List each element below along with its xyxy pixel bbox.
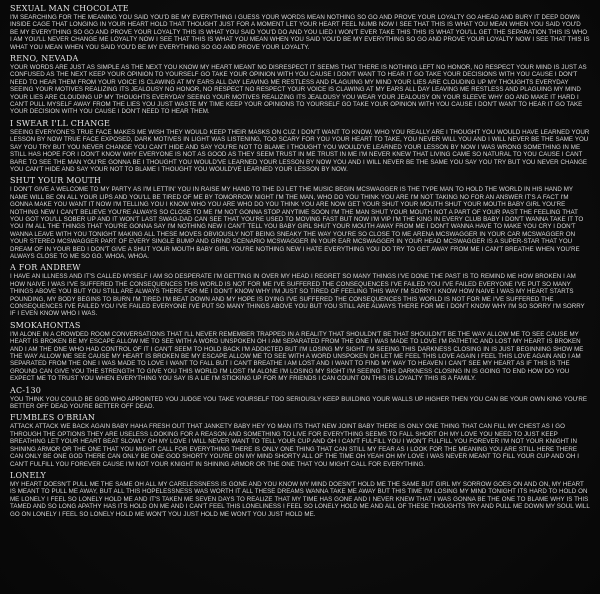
song-section bbox=[10, 386, 590, 411]
song-section bbox=[10, 176, 590, 260]
song-lyrics: ATTACK ATTACK WE BACK AGAIN BABY HAHA FRESH OUT THAT JANKETY BABY HEY YO MAN ITS THAT NEW JOINT BABY THERE IS ONLY ONE THING THAT CAN FILL MY CHEST AS I GO THROUGH THE OPTIONS THEY ARE USELESS LOOKING FOR A REASON AND SOMETHING TO LIVE FOR EVERYTHING SEEMS TO FALL SHORT OH MY LOVE YOU NEED TO JUST KEEP BREATHING LET YOUR HEART BEAT SLOWLY OH MY LOVE I WILL NEVER WANT TO TELL YOUR CUP AND OH I CAN'T FULFILL YOU I WON'T FULFILL YOU FOREVER I'M NOT YOUR KNIGHT IN SHINING ARMOR OR THE ONE THAT YOU MIGHT CALL FOR EVERYTHING THERE IS ONLY ONE THING THAT CAN STILL MY FEAR AS I LOOK FOR THE MEANING YOU ARE STILL HERE THERE CAN ONLY BE ONE GOD THERE CAN ONLY BE ONE GOD SHORTY YOU'RE ON MY MIND SHORTY ALL OF THE TIME OH YEAH OH MY LOVE I WAS NEVER MEANT TO FILL YOUR CUP AND OH I CAN'T FULFILL YOU FOREVER CAUSE I'M NOT YOUR KNIGHT IN SHINING ARMOR OR THE ONE THAT YOU MIGHT CALL FOR EVERYTHING. bbox=[10, 423, 579, 468]
song-lyrics: SEEING EVERYONE'S TRUE FACE MAKES ME WISH THEY WOULD KEEP THEIR MASKS ON CUZ I DON'T WANT TO KNOW, WHO YOU REALLY ARE I THOUGHT YOU WOULD HAVE LEARNED YOUR LESSON BY NOW TRUE FACE EXPOSED, DARK MOTIVES IN LIGHT WAS LISTENING, TOO SCARY FOR YOU YOUR HEART TO TAKE, YOU NEVER WILL YOU AND I WILL NEVER BE THE SAME YOU SAY YOU TRY BUT YOU NEVER CHANGE YOU CAN'T HIDE AND SAY YOU'RE NOT TO BLAME I THOUGHT YOU WOULD'VE LEARNED YOUR LESSON BY NOW I WAS WRONG SOMETHING IN ME STILL HAS HOPE FOR I DON'T KNOW WHY EVERYONE IS NOT AS GOOD AS THEY SEEM TRUST IN ME TRUST IN ME I'M NEVER KNEW THAT LIVING CAME SO NATURAL TO YOU CAUSE I CANT BARE TO SEE THE MAN YOU'RE GONNA BE I THOUGHT YOU WOULD'VE LEARNED YOUR LESSON BY NOW YOU AND I WILL NEVER BE THE SAME YOU SAY YOU TRY BUT YOU NEVER CHANGE YOU CAN'T HIDE AND SAY YOUR NOT TO BLAME I THOUGHT YOU WOULD'VE LEARNED YOUR LESSON BY NOW. bbox=[10, 128, 590, 173]
song-title: FUMBLES O'BRIAN bbox=[10, 413, 96, 423]
song-section bbox=[10, 471, 590, 518]
song-section bbox=[10, 119, 590, 173]
song-title: SMOKAHONTAS bbox=[10, 320, 81, 330]
song-lyrics: I HAVE AN ILLNESS AND IT'S CALLED MYSELF I AM SO DESPERATE I'M GETTING IN OVER MY HEAD I REGRET SO MANY THINGS I'VE DONE THE PAST IS TO REMIND ME HOW BROKEN I AM HOW NAIVE I WAS I'VE SUFFERED THE CONSEQUENCES THIS WORLD IS NOT FOR ME I'VE SUFFERED THE CONSEQUENCES I'VE FAILED YOU I'VE FAILED EVERYONE I'VE PUT SO MANY THINGS ABOVE YOU BUT YOU STILL ARE ALWAYS THERE FOR ME I DON'T KNOW WHY I'M JUST SO TIRED OF FEELING THIS WAY I'M SORRY I KNOW HOW NAIVE I WAS MY HEART STARTS POUNDING, MY BODY BEGINS TO BURN I'M TIRED I'M BEAT DOWN AND MY HOPE IS DYING I'VE SUFFERED THE CONSEQUENCES THIS WORLD IS NOT FOR ME I'VE SUFFERED THE CONSEQUENCES I'VE FAILED YOU I'VE FAILED EVERYONE I'VE PUT SO MANY THINGS ABOVE YOU BUT YOU STILL ARE ALWAYS THERE FOR ME I DON'T KNOW WHY I'M SO SORRY I'M SORRY IF I EVEN KNOW WHO I WAS. bbox=[10, 273, 585, 318]
song-section bbox=[10, 413, 590, 467]
song-section bbox=[10, 4, 590, 51]
song-section bbox=[10, 54, 590, 116]
song-title: AC-130 bbox=[10, 385, 42, 395]
song-lyrics: I'M ALONE IN A CROWDED ROOM CONVERSATIONS THAT I'LL NEVER REMEMBER TRAPPED IN A REALITY THAT SHOULDN'T BE THAT SHOULDN'T BE THE WAY ALLOW ME TO SEE CAUSE MY HEART IS BROKEN BE MY ESCAPE ALLOW ME TO SEE WITH A WORD UNSPOKEN OH I AM SEPARATED FROM THE ONE I WAS MADE TO LOVE I'M PATHETIC AND LOST MY HEART IS BROKEN AND I AM THE ONE WHO HAD CONTROL OF IT I CAN'T SEEM TO HOLD BACK I'M ADDICTED BUT I'M LOSING MY SIGHT I'M SEEING THIS DARKNESS CLOSING IN IS JUST BEGINNING SHOW ME THE WAY ALLOW ME SEE CAUSE MY HEART IS BROKEN BE MY ESCAPE ALLOW ME TO SEE WITH A WORD UNSPOKEN OH LET ME FEEL THIS LOVE AGAIN I FEEL THIS LOVE AGAIN AND I AM SEPARATED FROM THE ONE I WAS MADE TO LOVE I WANT TO FALL BUT I CAN'T BREATHE I AM LOST AND I WANT TO FIND MY WAY TO HEAVEN I CAN'T SEE MY HEART AS IF THIS IS THE GROUND CAN GIVE YOU THE STRENGTH TO GIVE YOU THIS WORLD I'M LOST I'M ALONE I'M LOSING MY SIGHT I'M SEEING THIS DARKNESS CLOSING IN IS GOING TO END HOW DO YOU EXPECT ME TO TRUST YOU WHEN EVERYTHING YOU SAY IS A LIE I'M STICKING UP FOR MY FRIENDS I CAN COUNT ON THIS IS LOYALTY THIS IS A FAMILY. bbox=[10, 330, 584, 383]
song-title: RENO, NEVADA bbox=[10, 54, 79, 64]
song-lyrics: YOU THINK YOU COULD BE GOD WHO APPOINTED YOU JUDGE YOU TAKE YOURSELF TOO SERIOUSLY KEEP BUILDING YOUR WALLS UP HIGHER THEN YOU CAN BE YOUR OWN KING YOU'RE BETTER OFF DEAD YOU'RE BETTER OFF DEAD. bbox=[10, 395, 587, 411]
song-title: SEXUAL MAN CHOCOLATE bbox=[10, 4, 129, 13]
song-title: SHUT YOUR MOUTH bbox=[10, 176, 102, 186]
song-lyrics: YOUR WORDS ARE JUST AS SIMPLE AS THE NEXT YOU KNOW MY HEART MEANT NO DISRESPECT IT SEEMS THAT THERE IS NOTHING LEFT NO HONOR, NO RESPECT YOUR MIND IS JUST AS CONFUSED AS THE NEXT KEEP YOUR OPINION TO YOURSELF GO TAKE YOUR OPINION WITH YOU CAUSE I DON'T WANT TO HEAR IT GO TAKE YOUR DECISIONS WITH YOU CAUSE I DON'T NEED TO HEAR THEM FROM YOUR VOICE IS CLAWING AT MY EARS ALL DAY LEAVING ME RESTLESS AND PLAGUING MY MIND YOUR LIES ARE CLOUDING UP MY THOUGHTS EVERYDAY SEEING YOUR MOTIVES REALIZING ITS JEALOUSY NO HONOR, NO RESPECT NO RESPECT YOUR VOICE IS CLAWING AT MY EARS ALL DAY LEAVING ME RESTLESS AND PLAGUING MY MIND YOUR LIES ARE CLOUDING UP MY THOUGHTS EVERYDAY SEEING YOUR MOTIVES REALIZING ITS JEALOUSY YOU WEAR YOUR JEALOUSY ON YOUR SLEEVE WHY GO AND MAKE IT HARD I CAN'T PULL MYSELF AWAY FROM THE LIES YOU JUST WASTE MY TIME KEEP YOUR OPINIONS TO YOURSELF GO TAKE YOUR OPINION WITH YOU CAUSE I DON'T WANT TO HEAR IT GO TAKE YOUR DECISION WITH YOU CAUSE I DON'T NEED TO HEAR THEM. bbox=[10, 64, 587, 116]
song-title: I SWEAR I'LL CHANGE bbox=[10, 118, 111, 128]
song-lyrics: MY HEART DOESN'T PULL ME THE SAME OH ALL MY CARELESSNESS IS GONE AND YOU KNOW MY MIND DOESN'T HOLD ME THE SAME BUT GIRL MY SORROW GOES ON AND ON, MY HEART IS MEANT TO PULL ME AWAY, BUT ALL THIS HOPELESSNESS WAS WORTH IT ALL THESE DREAMS WANNA TAKE ME AWAY BUT THIS TIME I'M LOSING MY MIND TONIGHT ITS HARD TO HOLD ON ME LONELY I FEEL SO LONELY HOLD ME AND IT'S TAKEN ME SEVEN DAYS TO REALIZE THAT MY TIME HAS GONE AND I NEVER KNEW THAT I WAS GONNA BE THE ONE TO BLAME WHY IS THIS TAMED AND SO LONG APATHY HAS ITS HOLD ON ME AND I CAN'T FEEL THIS LONELINESS I FEEL SO LONELY HOLD ME AND ALL OF THESE THOUGHTS TRY AND PULL ME DOWN MY SOUL WILL GO ON LONELY I FEEL SO LONELY HOLD ME WON'T YOU JUST HOLD ME WON'T YOU JUST HOLD ME. bbox=[10, 480, 590, 518]
song-section bbox=[10, 321, 590, 383]
song-title: LONELY bbox=[10, 470, 46, 480]
song-lyrics: I'M SEARCHING FOR THE MEANING YOU SAID YOU'D BE MY EVERYTHING I GUESS YOUR WORDS MEAN NOTHING SO GO AND PROVE YOUR LOYALTY GO AHEAD AND BURY IT DEEP DOWN INSIDE CAGE THAT LONGING IN YOUR HEART HOLD THAT THOUGHT JUST FOR A MOMENT LET YOUR HEART FEEL NUMB NOW I SEE THAT THIS IS WHAT YOU MEAN WHEN YOU SAID YOU'D BE MY EVERYTHING SO GO AND PROVE YOUR LOYALTY THIS IS WHAT YOU SAID YOU'D DO AND YOU LIED I WON'T EVER TAKE THIS THIS IS WHAT YOU'LL GET THE SEPARATION THIS IS WHO I AM YOU'LL NEVER CHANGE ME LOYALTY NOW I SEE THAT THIS IS WHAT YOU MEAN WHEN YOU SAID YOU'D BE MY EVERYTHING SO GO AND PROVE YOUR LOYALTY NOW I SEE THAT THIS IS WHAT YOU MEAN WHEN YOU SAID YOU'D BE MY EVERYTHING SO GO AND PROVE YOUR LOYALTY. bbox=[10, 14, 590, 51]
song-lyrics: I DON'T GIVE A WELCOME TO MY PARTY AS I'M LETTIN' YOU IN RAISE MY HAND TO THE DJ LET THE MUSIC BEGIN MCSWAGGER IS THE TYPE MAN TO HOLD THE WORLD IN HIS HAND MY NAME WILL BE ON ALL YOUR LIPS AND YOU'LL BE TIRED OF ME BY TOMORROW NIGHT I'M THE MAN, WHO DO YOU THINK YOU ARE I'M NOT TAKING NO FOR AN ANSWER IT'S A FACT I'M GONNA MAKE YOU WANT IT NOW I'M TELLING YOU I KNOW WHO YOU ARE WHO DO YOU THINK YOU ARE NOW GET YOUR SHUT YOUR MOUTH SHUT YOUR MOUTH BABY GIRL YOU'RE NOTHING NEW I CAN'T BELIEVE YOU'RE ALWAYS SO CLOSE TO ME I'M NOT GONNA STOP ANYTIME SOON I'M THE MAN SHUT YOUR MOUTH NOT A PART OF YOUR PAST THE FEELING THAT YOU GOT YOU'LL SOBER UP AND IT WON'T LAST SWAG-DAD CAN SEE THAT YOU'RE USED TO MOVING FAST BUT NOW I'M VIP I'M THE KING IN EVERY CLUB BABY I DON'T WANNA TAKE IT TO YOU I'M ALL THE THINGS THAT YOU'RE GONNA SAY I'M NOTHING NEW I CAN'T TELL YOU BABY GIRL SHUT YOUR MOUTH AWAY FROM ME I DON'T WANNA HAVE TO MAKE YOU CRY I DON'T WANNA LEAVE WITH YOU TONIGHT MAKING ALL THESE MOVES OBVIOUSLY NOT BEING SNEAKY THE WAY YOU'RE SO CLOSE TO ME ARENA MCSWAGGER IN YOUR CAR MCSWAGGER ON YOUR STEREO MCSWAGGER PART OF EVERY SINGLE BUMP AND GRIND SCENARIO MCSWAGGER IN YOUR EAR MCSWAGGER IN YOUR HEAD MCSWAGGER IS A SUPER-STAR THAT YOU DREAM OF IN YOUR BED I DON'T GIVE A SHUT YOUR MOUTH BABY GIRL YOU'RE NOTHING NEW I HATE EVERYTHING YOU DO TRY TO GET AWAY FROM ME I CAN'T BREATHE WHEN YOU'RE ALWAYS CLOSE TO ME SO GO. WHOA, WHOA. bbox=[10, 186, 584, 260]
song-section bbox=[10, 263, 590, 317]
song-title: A FOR ANDREW bbox=[10, 263, 81, 273]
